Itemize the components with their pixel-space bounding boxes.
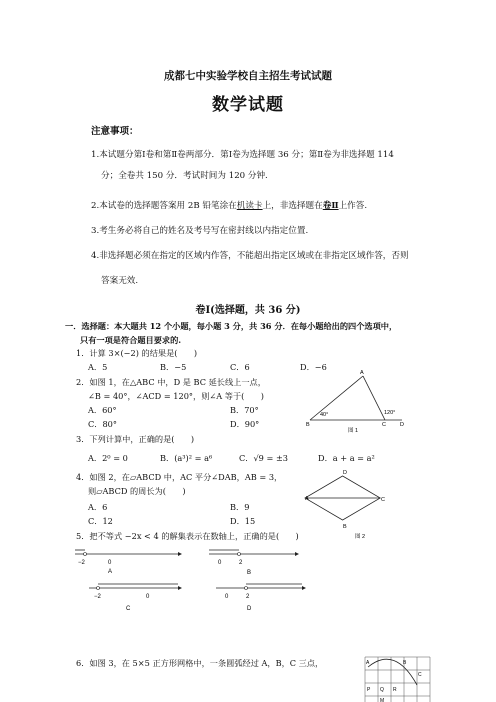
- fig3-label-a: A: [366, 660, 370, 666]
- fig2-label-a: A: [305, 496, 309, 502]
- q3-option-d: D．a + a = a²: [318, 453, 375, 463]
- notice-item-3: 3.考生务必将自己的姓名及考号写在密封线以内指定位置.: [91, 226, 309, 236]
- figure-2-caption: 图 2: [355, 534, 366, 540]
- q6-stem: 6．如图 3，在 5×5 正方形网格中，一条圆弧经过 A，B，C 三点，: [76, 658, 324, 668]
- figure-2-parallelogram: [300, 466, 390, 544]
- notice-item-2-card: 机读卡: [236, 201, 263, 211]
- fig2-label-b: B: [343, 524, 347, 530]
- notice-item-1-line-1: 1.本试题分第Ⅰ卷和第Ⅱ卷两部分．第Ⅰ卷为选择题 36 分；第Ⅱ卷为非选择题 114: [91, 150, 394, 160]
- fig1-angle-acd: 120°: [384, 410, 396, 416]
- q4-option-b: B．9: [230, 502, 250, 512]
- q4-stem: 4．如图 2，在▱ABCD 中，AC 平分∠DAB，AB = 3，: [76, 472, 283, 482]
- fig3-label-b: B: [403, 660, 407, 666]
- number-line-option-d: [212, 582, 372, 622]
- section-instruction-line-2: 只有一项是符合题目要求的.: [80, 335, 182, 345]
- q1-stem: 1．计算 3×(−2) 的结果是( ): [76, 348, 198, 358]
- nl-c-right: 0: [146, 594, 150, 600]
- q4-option-c: C．12: [88, 516, 113, 526]
- school-title: 成都七中实验学校自主招生考试试题: [164, 70, 332, 82]
- fig2-label-c: C: [381, 497, 385, 503]
- q2-option-c: C．80°: [88, 419, 117, 429]
- q2-option-b: B．70°: [230, 405, 259, 415]
- fig1-angle-b: 40°: [320, 412, 329, 418]
- fig3-label-r: R: [393, 687, 397, 693]
- nl-a-right: 0: [108, 560, 112, 566]
- q3-option-a: A．2⁰ = 0: [88, 453, 128, 463]
- q2-condition: ∠B = 40°，∠ACD = 120°，则∠A 等于( ): [88, 391, 264, 401]
- q2-option-d: D．90°: [230, 419, 260, 429]
- notice-item-1-line-2: 分；全卷共 150 分．考试时间为 120 分钟.: [101, 171, 268, 181]
- nl-d-label: D: [247, 606, 252, 612]
- fig3-label-c: C: [418, 672, 422, 678]
- fig2-label-d: D: [343, 470, 347, 476]
- nl-d-right: 2: [246, 594, 250, 600]
- q1-option-c: C．6: [230, 362, 250, 372]
- nl-d-left: 0: [225, 594, 229, 600]
- nl-a-label: A: [108, 569, 113, 575]
- q3-option-c: C．√9 = ±3: [239, 453, 289, 463]
- fig1-label-b: B: [306, 422, 310, 428]
- q3-option-b: B．(a³)² = a⁶: [160, 453, 213, 463]
- notice-item-2-volume: 卷Ⅱ: [322, 201, 339, 211]
- q5-stem: 5．把不等式 −2x < 4 的解集表示在数轴上，正确的是( ): [76, 531, 299, 541]
- figure-1-triangle: [300, 366, 420, 432]
- notice-heading: 注意事项：: [91, 126, 139, 137]
- fig3-label-m: M: [380, 698, 385, 702]
- fig3-label-p: P: [367, 687, 371, 693]
- nl-c-left: −2: [94, 594, 101, 600]
- fig1-label-c: C: [382, 422, 386, 428]
- q4-condition: 则▱ABCD 的周长为( ): [88, 486, 186, 496]
- section-title: 卷Ⅰ(选择题，共 36 分): [195, 305, 301, 316]
- q4-option-d: D．15: [230, 516, 256, 526]
- nl-b-right: 2: [239, 560, 243, 566]
- notice-item-2-post: 上作答.: [338, 201, 368, 211]
- section-instruction-line-1: 一．选择题：本大题共 12 个小题，每小题 3 分，共 36 分．在每小题给出的四个选项中，: [65, 321, 398, 331]
- fig1-label-d: D: [400, 422, 404, 428]
- q1-option-b: B．−5: [160, 362, 187, 372]
- fig3-label-q: Q: [380, 687, 384, 693]
- nl-b-left: 0: [218, 560, 222, 566]
- nl-a-left: −2: [78, 560, 85, 566]
- notice-item-2-pre: 2.本试卷的选择题答案用 2B 铅笔涂在: [91, 201, 237, 211]
- q2-stem: 2．如图 1，在△ABC 中，D 是 BC 延长线上一点，: [76, 377, 266, 387]
- figure-3-grid: [365, 657, 435, 702]
- notice-item-2: [91, 199, 367, 211]
- q2-option-a: A．60°: [88, 405, 117, 415]
- nl-b-label: B: [247, 570, 252, 576]
- nl-c-label: C: [126, 606, 131, 612]
- notice-item-2-mid: 上，非选择题在: [262, 201, 323, 211]
- figure-1-caption: 图 1: [348, 428, 359, 434]
- notice-item-4-line-1: 4.非选择题必须在指定的区域内作答，不能超出指定区域或在非指定区域作答，否则: [91, 251, 409, 261]
- notice-item-4-line-2: 答案无效.: [101, 276, 139, 286]
- q1-option-d: D．−6: [300, 362, 327, 372]
- main-title: 数学试题: [212, 95, 284, 115]
- q4-option-a: A．6: [88, 502, 108, 512]
- q1-option-a: A．5: [88, 362, 108, 372]
- fig1-label-a: A: [360, 370, 364, 376]
- q3-stem: 3．下列计算中，正确的是( ): [76, 434, 195, 444]
